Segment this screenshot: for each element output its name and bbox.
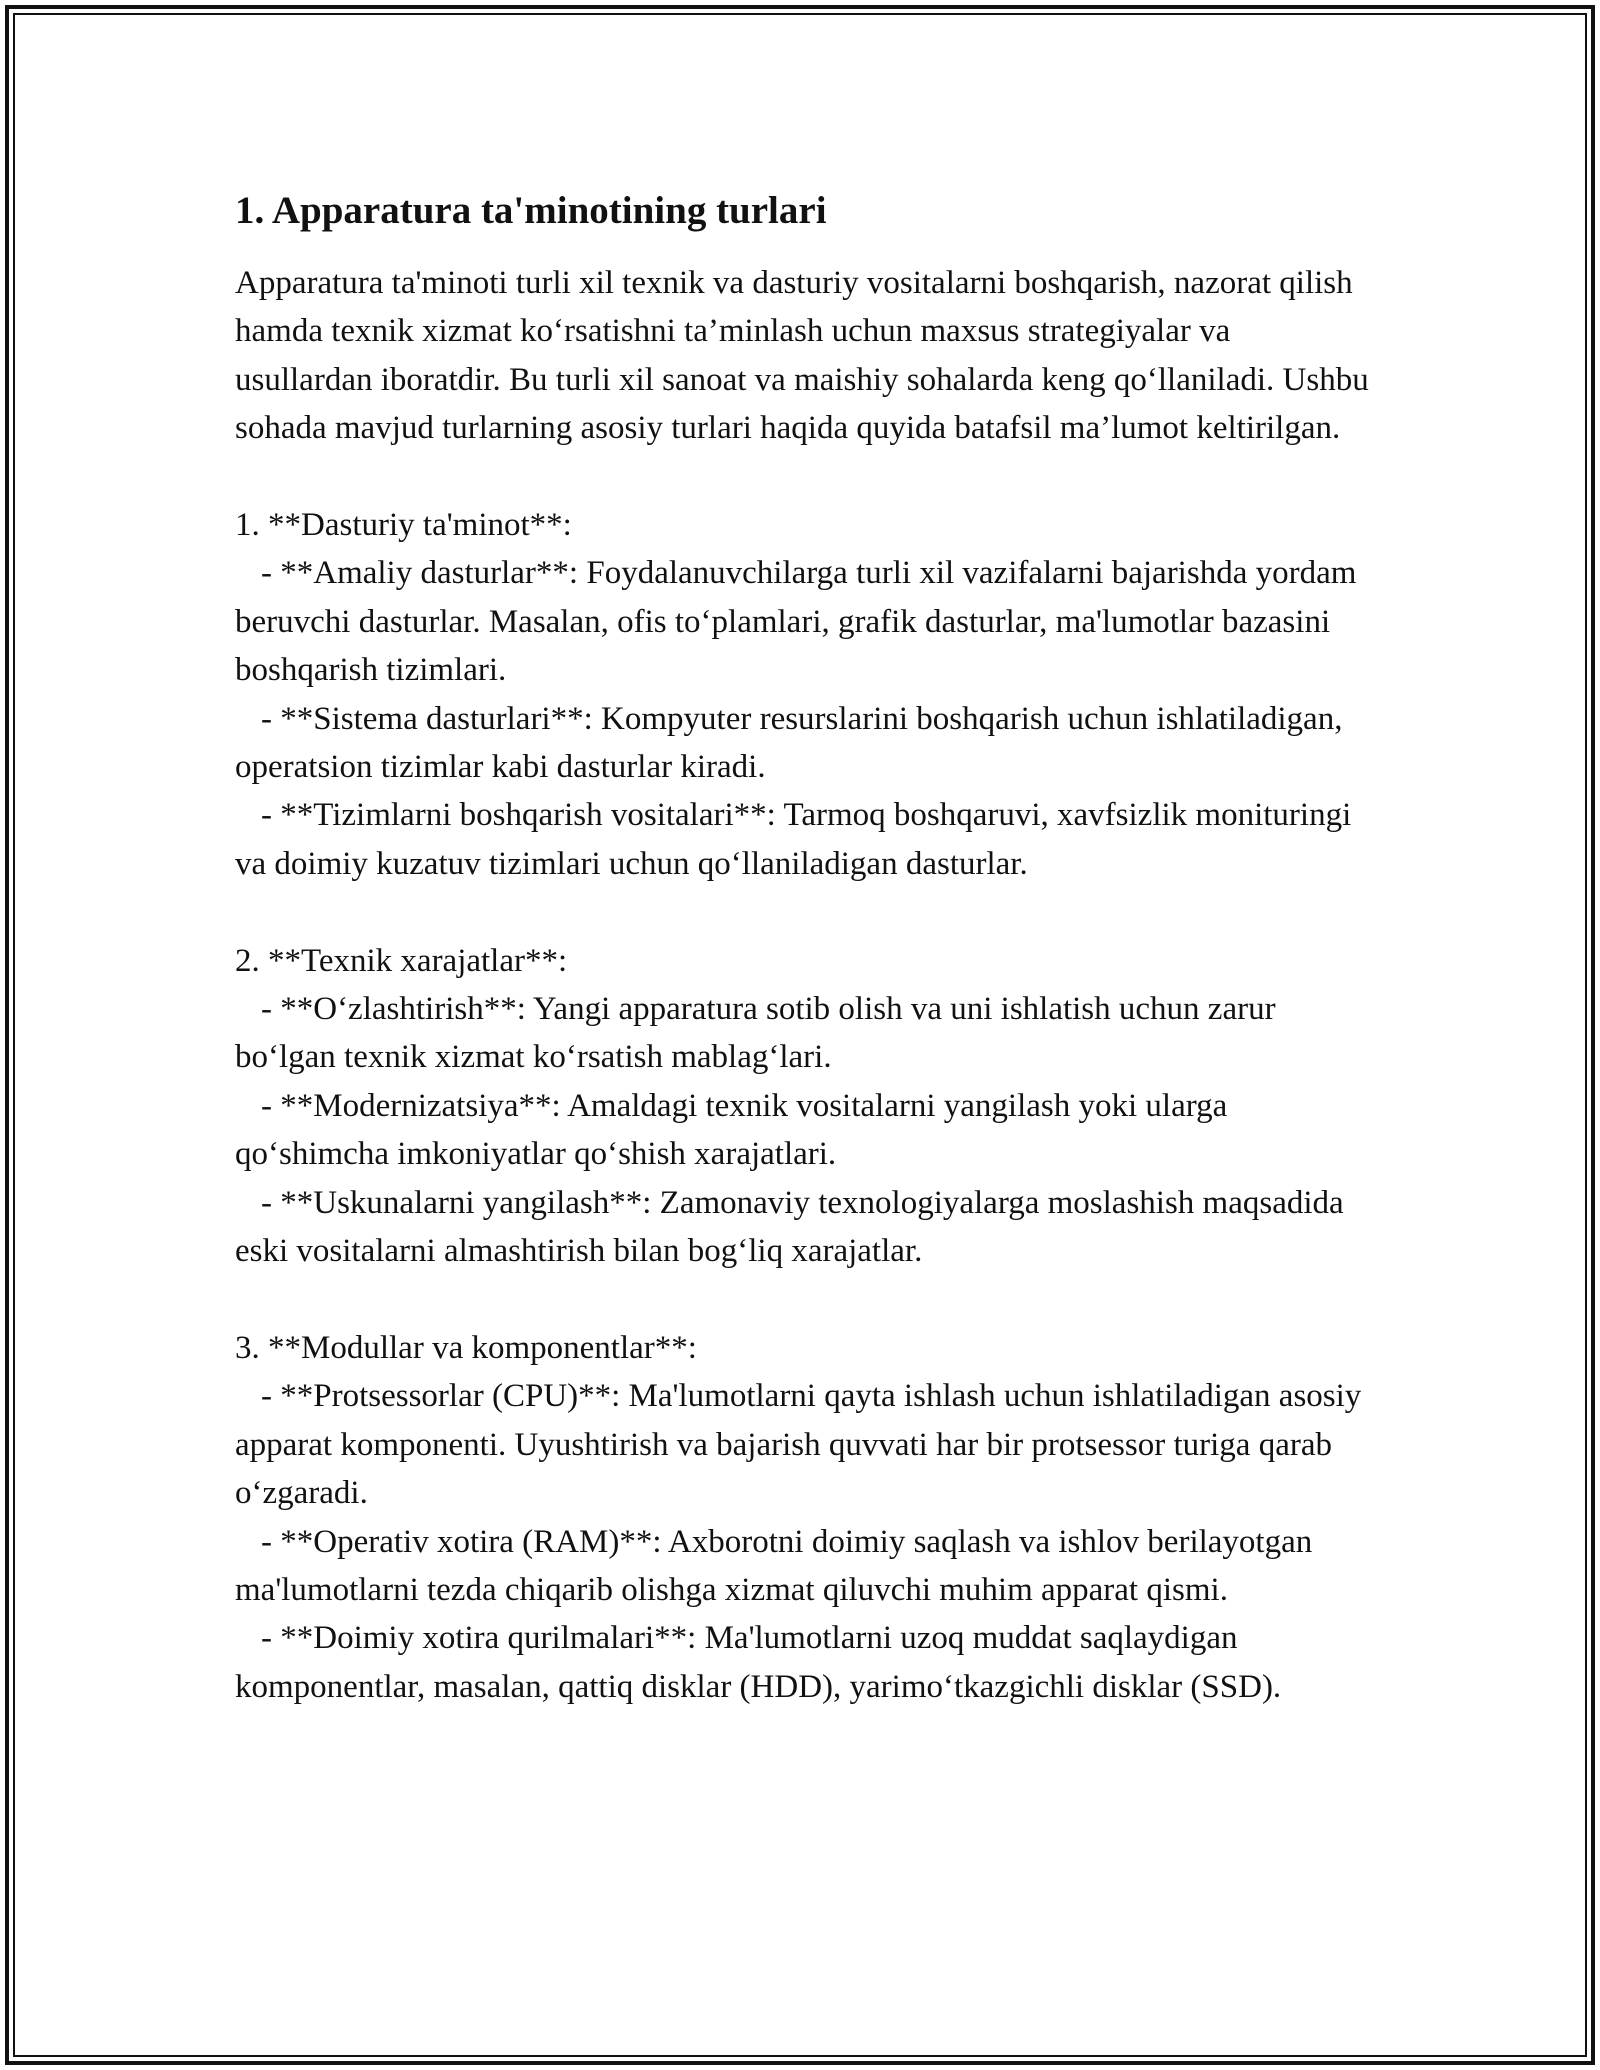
document-body — [235, 185, 1375, 1711]
section-gap — [235, 453, 1375, 501]
list-item: - **Doimiy xotira qurilmalari**: Ma'lumotlarni uzoq muddat saqlaydigan komponentlar, masalan, qattiq disklar (HDD), yarimo‘tkazgichli disklar (SSD). — [235, 1620, 1282, 1705]
section-costs — [235, 937, 1375, 1276]
section-gap — [235, 888, 1375, 936]
section-title: 1. **Dasturiy ta'minot**: — [235, 507, 572, 544]
list-item: - **Sistema dasturlari**: Kompyuter resurslarini boshqarish uchun ishlatiladigan, operatsion tizimlar kabi dasturlar kiradi. — [235, 700, 1343, 786]
section-modules — [235, 1324, 1375, 1711]
list-item: - **Operativ xotira (RAM)**: Axborotni doimiy saqlash va ishlov berilayotgan ma'lumotlarni tezda chiqarib olishga xizmat qiluvchi muhim apparat qismi. — [235, 1523, 1313, 1608]
list-item: - **Modernizatsiya**: Amaldagi texnik vositalarni yangilash yoki ularga qo‘shimcha imkoniyatlar qo‘shish xarajatlari. — [235, 1087, 1228, 1173]
section-title: 2. **Texnik xarajatlar**: — [235, 942, 568, 979]
page-title: 1. Apparatura ta'minotining turlari — [235, 189, 827, 232]
section-title: 3. **Modullar va komponentlar**: — [235, 1329, 697, 1366]
list-item: - **Uskunalarni yangilash**: Zamonaviy texnologiyalarga moslashish maqsadida eski vositalarni almashtirish bilan bog‘liq xarajatlar. — [235, 1184, 1344, 1270]
list-item: - **Protsessorlar (CPU)**: Ma'lumotlarni qayta ishlash uchun ishlatiladigan asosiy apparat komponenti. Uyushtirish va bajarish quvvati har bir protsessor turiga qarab o‘zgaradi. — [235, 1378, 1362, 1512]
list-item: - **O‘zlashtirish**: Yangi apparatura sotib olish va uni ishlatish uchun zarur bo‘lgan texnik xizmat ko‘rsatish mablag‘lari. — [235, 991, 1276, 1076]
list-item: - **Amaliy dasturlar**: Foydalanuvchilarga turli xil vazifalarni bajarishda yordam beruvchi dasturlar. Masalan, ofis to‘plamlari, grafik dasturlar, ma'lumotlar bazasini boshqarish tizimlari. — [235, 555, 1357, 689]
list-item: - **Tizimlarni boshqarish vositalari**: Tarmoq boshqaruvi, xavfsizlik monituringi va doimiy kuzatuv tizimlari uchun qo‘llaniladigan dasturlar. — [235, 797, 1352, 882]
section-software — [235, 501, 1375, 888]
intro-paragraph: Apparatura ta'minoti turli xil texnik va dasturiy vositalarni boshqarish, nazorat qilish hamda texnik xizmat ko‘rsatishni ta’minlash uchun maxsus strategiyalar va usullardan iboratdir. Bu turli xil sanoat va maishiy sohalarda keng qo‘llaniladi. Ushbu sohada mavjud turlarning asosiy turlari haqida quyida batafsil ma’lumot keltirilgan. — [235, 265, 1369, 447]
section-gap — [235, 1276, 1375, 1324]
